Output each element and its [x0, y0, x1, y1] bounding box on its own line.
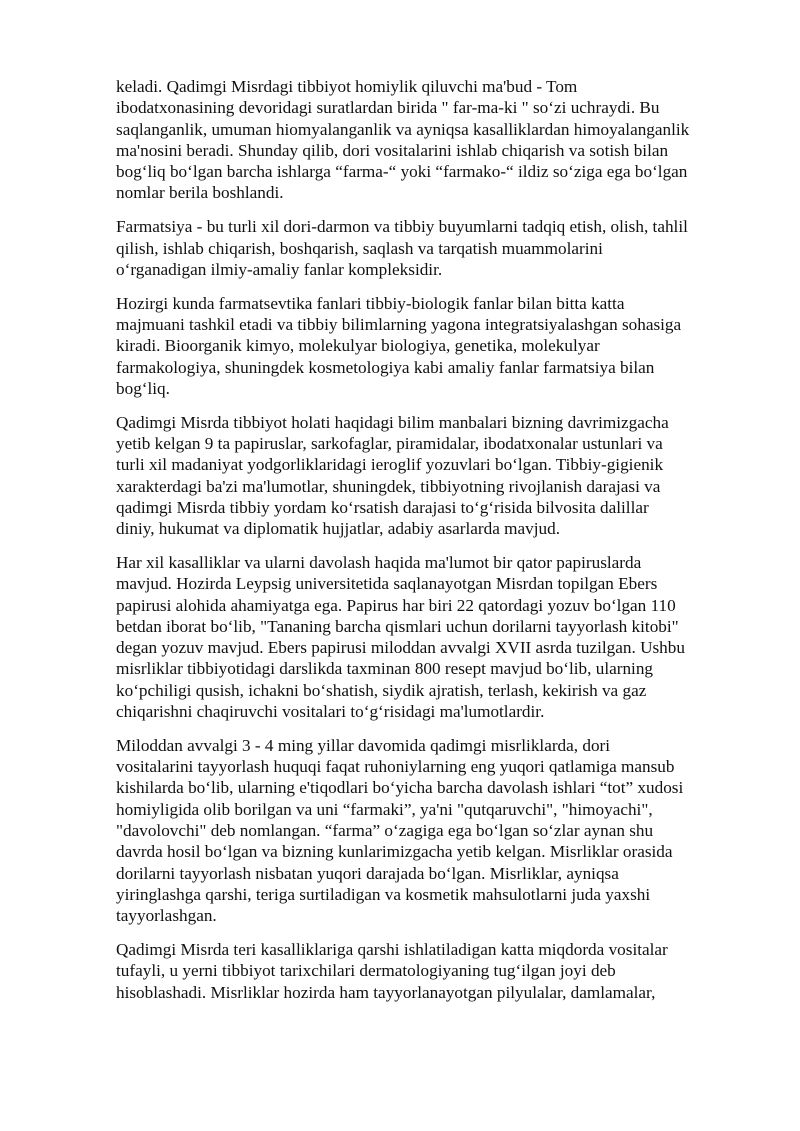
document-body [116, 76, 756, 1015]
text-line: tayyorlashgan. [116, 906, 217, 926]
text-line: mavjud. Hozirda Leypsig universitetida saqlanayotgan Misrdan topilgan Ebers [116, 574, 658, 594]
paragraph [116, 735, 756, 927]
text-line: "davolovchi" deb nomlangan. “farma” o‘zagiga ega bo‘lgan so‘zlar aynan shu [116, 821, 654, 840]
text-line: Qadimgi Misrda tibbiyot holati haqidagi bilim manbalari bizning davrimizgacha [116, 412, 669, 432]
text-line: ko‘pchiligi qusish, ichakni bo‘shatish, siydik ajratish, terlash, kekirish va gaz [116, 680, 647, 700]
text-line: saqlanganlik, umuman hiomyalanganlik va ayniqsa kasalliklardan himoyalanganlik [116, 119, 690, 139]
text-line: dorilarni tayyorlash nisbatan yuqori darajada bo‘lgan. Misrliklar, ayniqsa [116, 863, 619, 883]
text-line: chiqarishni chaqiruvchi vositalari to‘g‘risidagi ma'lumotlardir. [116, 702, 545, 722]
text-line: yiringlashga qarshi, teriga surtiladigan va kosmetik mahsulotlarni juda yaxshi [116, 884, 651, 904]
paragraph [116, 552, 756, 722]
paragraph [116, 939, 756, 1003]
paragraph [116, 412, 756, 540]
text-line: betdan iborat bo‘lib, "Tananing barcha qismlari uchun dorilarni tayyorlash kitobi" [116, 616, 679, 636]
paragraph [116, 76, 756, 204]
text-line: tufayli, u yerni tibbiyot tarixchilari dermatologiyaning tug‘ilgan joyi deb [116, 961, 616, 981]
text-line: Hozirgi kunda farmatsevtika fanlari tibbiy-biologik fanlar bilan bitta katta [116, 293, 625, 313]
paragraph [116, 293, 756, 399]
text-line: misrliklar tibbiyotidagi darslikda taxminan 800 resept mavjud bo‘lib, ularning [116, 659, 654, 679]
text-line: degan yozuv mavjud. Ebers papirusi miloddan avvalgi XVII asrda tuzilgan. Ushbu [116, 638, 685, 658]
text-line: o‘rganadigan ilmiy-amaliy fanlar kompleksidir. [116, 259, 443, 279]
text-line: hisoblashadi. Misrliklar hozirda ham tayyorlanayotgan pilyulalar, damlamalar, [116, 982, 656, 1002]
paragraph [116, 216, 756, 280]
text-line: bog‘liq. [116, 378, 170, 398]
text-line: Qadimgi Misrda teri kasalliklariga qarshi ishlatiladigan katta miqdorda vositalar [116, 939, 668, 959]
text-line: xarakterdagi ba'zi ma'lumotlar, shuningdek, tibbiyotning rivojlanish darajasi va [116, 476, 661, 496]
text-line: turli xil madaniyat yodgorliklaridagi ieroglif yozuvlari bo‘lgan. Tibbiy-gigienik [116, 455, 664, 475]
text-line: qadimgi Misrda tibbiy yordam ko‘rsatish darajasi to‘g‘risida bilvosita dalillar [116, 497, 649, 517]
text-line: majmuani tashkil etadi va tibbiy bilimlarning yagona integratsiyalashgan sohasiga [116, 314, 682, 334]
text-line: ibodatxonasining devoridagi suratlardan birida " far-ma-ki " so‘zi uchraydi. Bu [116, 98, 660, 118]
text-line: bog‘liq bo‘lgan barcha ishlarga “farma-“ yoki “farmako-“ ildiz so‘ziga ega bo‘lgan [116, 162, 688, 182]
text-line: Har xil kasalliklar va ularni davolash haqida ma'lumot bir qator papiruslarda [116, 552, 642, 572]
text-line: keladi. Qadimgi Misrdagi tibbiyot homiylik qiluvchi ma'bud - Tom [116, 77, 578, 96]
text-line: ma'nosini beradi. Shunday qilib, dori vositalarini ishlab chiqarish va sotish bilan [116, 140, 669, 160]
text-line: yetib kelgan 9 ta papiruslar, sarkofaglar, piramidalar, ibodatxonalar ustunlari va [116, 433, 663, 453]
text-line: papirusi alohida ahamiyatga ega. Papirus har biri 22 qatordagi yozuv bo‘lgan 110 [116, 595, 676, 615]
text-line: diniy, hukumat va diplomatik hujjatlar, adabiy asarlarda mavjud. [116, 519, 560, 539]
text-line: Miloddan avvalgi 3 - 4 ming yillar davomida qadimgi misrliklarda, dori [116, 735, 611, 755]
text-line: vositalarini tayyorlash huquqi faqat ruhoniylarning eng yuqori qatlamiga mansub [116, 757, 675, 777]
text-line: kishilarda bo‘lib, ularning e'tiqodlari bo‘yicha barcha davolash ishlari “tot” xudosi [116, 778, 684, 798]
text-line: farmakologiya, shuningdek kosmetologiya kabi amaliy fanlar farmatsiya bilan [116, 357, 655, 377]
text-line: kiradi. Bioorganik kimyo, molekulyar biologiya, genetika, molekulyar [116, 336, 600, 356]
text-line: homiyligida olib borilgan va uni “farmaki”, ya'ni "qutqaruvchi", "himoyachi", [116, 799, 653, 819]
text-line: nomlar berila boshlandi. [116, 183, 284, 203]
text-line: davrda hosil bo‘lgan va bizning kunlarimizgacha yetib kelgan. Misrliklar orasida [116, 842, 673, 862]
text-line: Farmatsiya - bu turli xil dori-darmon va tibbiy buyumlarni tadqiq etish, olish, tahlil [116, 217, 688, 237]
text-line: qilish, ishlab chiqarish, boshqarish, saqlash va tarqatish muammolarini [116, 238, 603, 258]
